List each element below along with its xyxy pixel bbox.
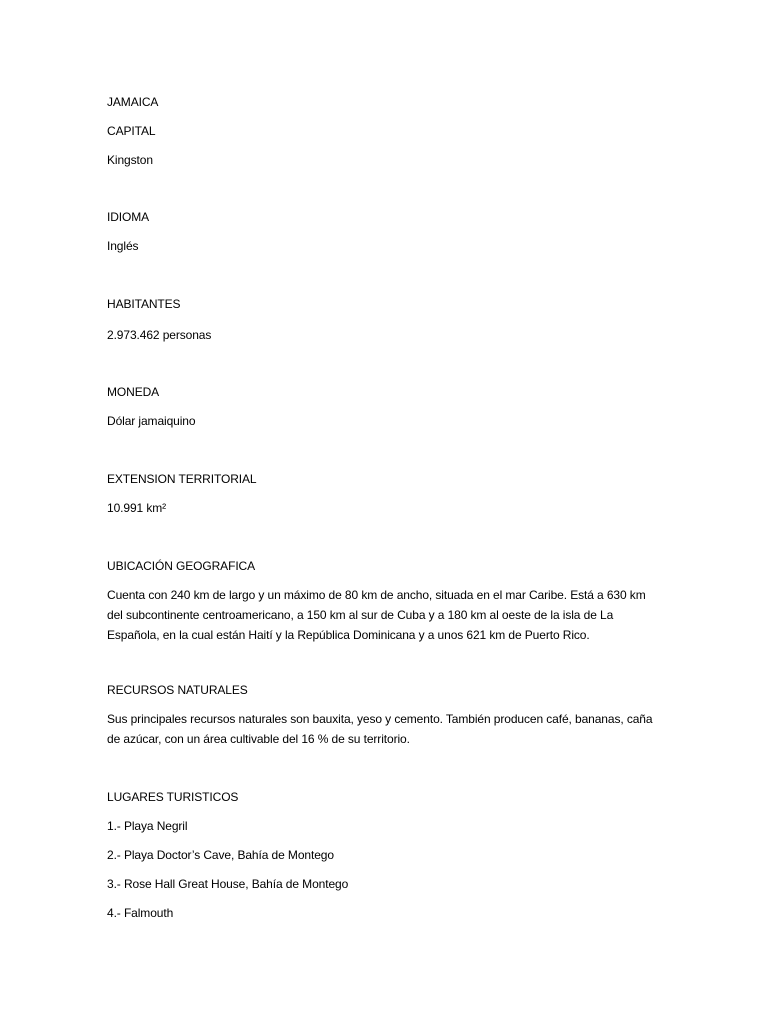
section-heading: EXTENSION TERRITORIAL xyxy=(107,472,257,486)
section-body: Kingston xyxy=(107,153,153,167)
section-heading: MONEDA xyxy=(107,385,160,399)
section-heading: CAPITAL xyxy=(107,124,156,138)
section-body: 10.991 km² xyxy=(107,501,167,515)
section-idioma xyxy=(107,207,149,256)
section-heading: IDIOMA xyxy=(107,210,150,224)
list-item: 1.- Playa Negril xyxy=(107,819,188,833)
section-heading: LUGARES TURISTICOS xyxy=(107,790,239,804)
document-title: JAMAICA xyxy=(107,95,159,109)
section-ubicacion-geografica xyxy=(107,556,662,645)
section-body: 2.973.462 personas xyxy=(107,328,212,342)
section-body: Inglés xyxy=(107,239,139,253)
section-heading: RECURSOS NATURALES xyxy=(107,683,248,697)
list-item: 3.- Rose Hall Great House, Bahía de Montego xyxy=(107,877,349,891)
section-moneda xyxy=(107,382,195,431)
section-body: Dólar jamaiquino xyxy=(107,414,196,428)
section-capital xyxy=(107,121,155,170)
section-lugares-turisticos xyxy=(107,787,348,923)
section-body: Sus principales recursos naturales son bauxita, yeso y cemento. También producen café, bananas, caña de azúcar, con un área cultivable del 16 % de su territorio. xyxy=(107,712,653,746)
section-heading: UBICACIÓN GEOGRAFICA xyxy=(107,559,256,573)
section-body: Cuenta con 240 km de largo y un máximo de 80 km de ancho, situada en el mar Caribe. Está a 630 km del subcontinente centroamericano, a 150 km al sur de Cuba y a 180 km al oeste de la isla de La Española, en la cual están Haití y la República Dominicana y a unos 621 km de Puerto Rico. xyxy=(107,588,646,642)
list-item: 2.- Playa Doctor’s Cave, Bahía de Montego xyxy=(107,848,334,862)
section-heading: HABITANTES xyxy=(107,297,181,311)
list-item: 4.- Falmouth xyxy=(107,906,174,920)
section-habitantes xyxy=(107,294,211,345)
section-recursos-naturales xyxy=(107,680,662,749)
section-extension-territorial xyxy=(107,469,257,518)
